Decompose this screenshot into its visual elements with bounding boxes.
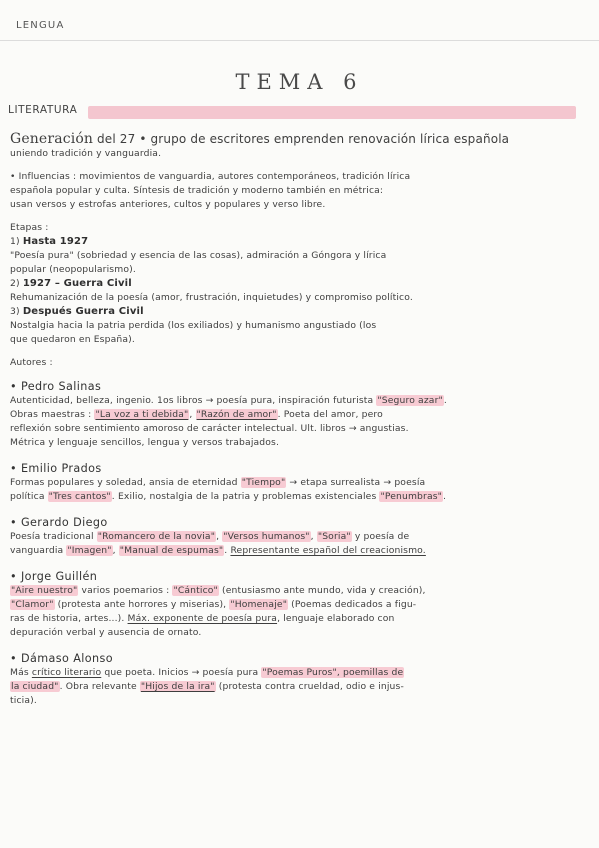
intro-line-1: Generación del 27 • grupo de escritores emprenden renovación lírica española: [10, 131, 510, 147]
etapa-heading: 1) Hasta 1927: [10, 236, 89, 247]
highlighted-work: "Tres cantos": [48, 491, 111, 502]
author-guillen: • Jorge Guillén "Aire nuestro" varios poemarios : "Cántico" (entusiasmo ante mundo, vida y creación), "Clamor" (protesta ante horrores y miserias), "Homenaje" (Poemas dedicados a figu- ras de historia, artes...). Máx. exponente de poesía pura, lenguaje elaborado con depuración verbal y ausencia de ornato.: [10, 569, 575, 640]
highlighted-work: "Romancero de la novia": [97, 531, 216, 542]
notes-content: [10, 132, 575, 719]
highlighted-work: la ciudad": [11, 681, 59, 692]
influencias-line: española popular y culta. Síntesis de tradición y moderno también en métrica:: [10, 185, 384, 196]
author-name: • Dámaso Alonso: [10, 652, 113, 665]
author-alonso: • Dámaso Alonso Más crítico literario que poeta. Inicios → poesía pura "Poemas Puros", poemillas de la ciudad". Obra relevante "Hijos de la ira" (protesta contra crueldad, odio e injus- ticia).: [10, 651, 575, 708]
highlighted-work: "Aire nuestro": [11, 585, 78, 596]
author-diego: • Gerardo Diego Poesía tradicional "Romancero de la novia", "Versos humanos", "Soria" y poesía de vanguardia "Imagen", "Manual de espumas". Representante español del creacionismo.: [10, 515, 575, 558]
intro-block: [10, 132, 575, 161]
influencias-line: usan versos y estrofas anteriores, cultos y populares y verso libre.: [10, 199, 326, 210]
page-title: TEMA 6: [235, 70, 364, 94]
highlighted-work: "Soria": [317, 531, 351, 542]
underlined-note: crítico literario: [31, 667, 102, 678]
author-name: • Emilio Prados: [10, 462, 102, 475]
influencias-block: [10, 170, 575, 212]
highlighted-work: "Hijos de la ira": [140, 681, 215, 692]
highlighted-work: "Imagen": [67, 545, 112, 556]
etapa-line: popular (neopopularismo).: [10, 264, 136, 275]
section-highlight-bar: [88, 106, 576, 119]
author-name: • Pedro Salinas: [10, 380, 102, 393]
etapa-heading: 2) 1927 – Guerra Civil: [10, 278, 132, 289]
highlighted-work: "Razón de amor": [196, 409, 277, 420]
highlighted-work: "Clamor": [11, 599, 54, 610]
author-prados: • Emilio Prados Formas populares y soledad, ansia de eternidad "Tiempo" → etapa surrealista → poesía política "Tres cantos". Exilio, nostalgia de la patria y problemas existenciales "Penumbras".: [10, 461, 575, 504]
author-name: • Gerardo Diego: [10, 516, 108, 529]
influencias-line: • Influencias : movimientos de vanguardia, autores contemporáneos, tradición lírica: [10, 171, 411, 182]
highlighted-work: "Versos humanos": [223, 531, 310, 542]
highlighted-work: "Homenaje": [230, 599, 288, 610]
etapa-line: Rehumanización de la poesía (amor, frustración, inquietudes) y compromiso político.: [10, 292, 413, 303]
etapas-block: [10, 221, 575, 347]
author-name: • Jorge Guillén: [10, 570, 98, 583]
header-divider: [0, 40, 599, 41]
etapa-line: que quedaron en España).: [10, 334, 135, 345]
autores-label: Autores :: [10, 357, 53, 368]
underlined-note: Máx. exponente de poesía pura: [127, 613, 278, 624]
etapa-line: Nostalgia hacia la patria perdida (los exiliados) y humanismo angustiado (los: [10, 320, 377, 331]
etapas-label: Etapas :: [10, 222, 49, 233]
generation-term: Generación: [10, 131, 94, 147]
highlighted-work: "Seguro azar": [377, 395, 443, 406]
highlighted-work: "Penumbras": [380, 491, 443, 502]
autores-label-block: [10, 356, 575, 370]
underlined-note: Representante español del creacionismo.: [230, 545, 426, 556]
subject-label: LENGUA: [16, 20, 65, 31]
intro-line-2: uniendo tradición y vanguardia.: [10, 148, 162, 159]
highlighted-work: "Poemas Puros", poemillas de: [262, 667, 404, 678]
section-label: LITERATURA: [8, 104, 78, 116]
author-salinas: • Pedro Salinas Autenticidad, belleza, ingenio. 1os libros → poesía pura, inspiración futurista "Seguro azar". Obras maestras : "La voz a ti debida", "Razón de amor". Poeta del amor, pero reflexión sobre sentimiento amoroso de carácter intelectual. Ult. libros → angustias. Métrica y lenguaje sencillos, lengua y versos trabajados.: [10, 379, 575, 450]
highlighted-work: "Tiempo": [241, 477, 286, 488]
highlighted-work: "La voz a ti debida": [95, 409, 189, 420]
etapa-heading: 3) Después Guerra Civil: [10, 306, 144, 317]
highlighted-work: "Cántico": [173, 585, 218, 596]
highlighted-work: "Manual de espumas": [119, 545, 224, 556]
etapa-line: "Poesía pura" (sobriedad y esencia de las cosas), admiración a Góngora y lírica: [10, 250, 387, 261]
